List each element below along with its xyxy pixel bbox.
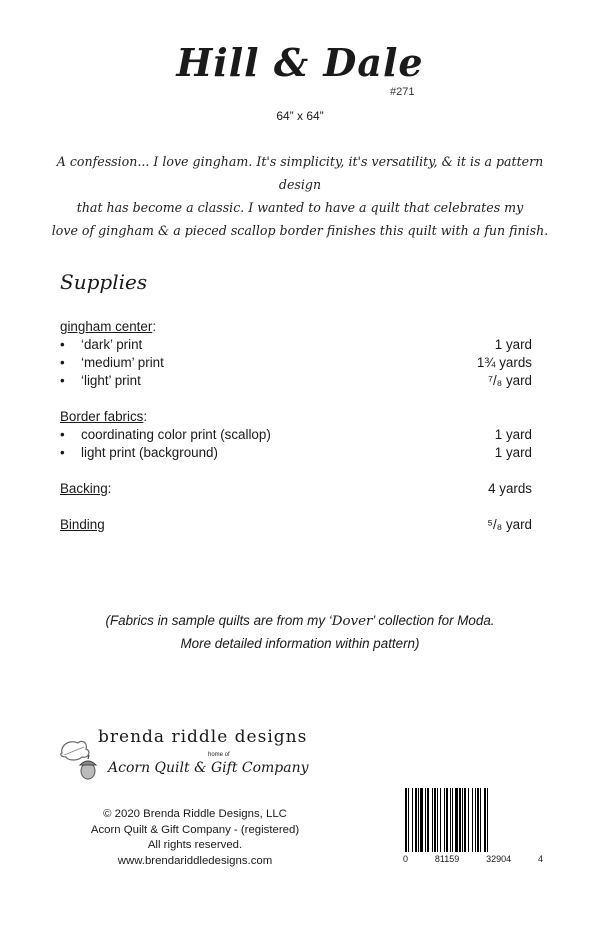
supply-qty: 1 yard xyxy=(494,445,532,460)
barcode-digit: 4 xyxy=(537,854,543,864)
barcode-bar xyxy=(484,788,486,852)
supply-qty: 4 yards xyxy=(488,481,532,496)
supply-row: • ‘medium’ print 1¾ yards xyxy=(60,355,532,370)
border-group xyxy=(60,408,532,462)
barcode-bar xyxy=(425,788,426,852)
barcode-bar xyxy=(418,788,419,852)
barcode-bar xyxy=(432,788,433,852)
intro-line: love of gingham & a pieced scallop border finishes this quilt with a fun finish. xyxy=(51,223,549,238)
barcode-bar xyxy=(440,788,441,852)
supplies-heading: Supplies xyxy=(60,270,148,294)
barcode-bar xyxy=(405,788,407,852)
brand-home-of: home of xyxy=(208,752,230,758)
fabric-note xyxy=(40,610,560,655)
barcode-bar xyxy=(475,788,476,852)
barcode xyxy=(403,788,543,870)
website-link[interactable]: www.brendariddledesigns.com xyxy=(117,854,273,867)
barcode-bar xyxy=(464,788,466,852)
quilt-size: 64” x 64” xyxy=(276,109,324,123)
supply-row: Backing: 4 yards xyxy=(60,481,532,496)
barcode-bar xyxy=(468,788,469,852)
barcode-digit: 81159 xyxy=(434,854,460,864)
barcode-bar xyxy=(415,788,417,852)
barcode-bar xyxy=(434,788,436,852)
copyright-block xyxy=(60,807,330,869)
supply-qty: 1¾ yards xyxy=(476,355,532,370)
collection-name: Dover xyxy=(331,614,373,629)
barcode-bar xyxy=(480,788,481,852)
supply-row: Binding ⁵/₈ yard xyxy=(60,517,532,532)
barcode-bar xyxy=(444,788,445,852)
group-heading: gingham center: xyxy=(60,319,157,334)
intro-line: that has become a classic. I wanted to have a quilt that celebrates my xyxy=(76,200,524,215)
barcode-bar xyxy=(412,788,413,852)
supply-row: • light print (background) 1 yard xyxy=(60,445,532,460)
barcode-bar xyxy=(472,788,473,852)
barcode-bar xyxy=(446,788,448,852)
barcode-bars xyxy=(403,788,543,854)
pattern-number: #271 xyxy=(390,86,415,98)
brand-logo xyxy=(58,727,348,787)
brand-company: Acorn Quilt & Gift Company xyxy=(108,760,309,776)
barcode-bar xyxy=(437,788,438,852)
group-heading: Border fabrics: xyxy=(60,409,148,424)
barcode-digit: 0 xyxy=(403,854,409,864)
supply-qty: ⁷/₈ yard xyxy=(488,373,532,388)
note-line: More detailed information within pattern) xyxy=(180,636,420,651)
supply-qty: 1 yard xyxy=(494,337,532,352)
gingham-group xyxy=(60,318,532,390)
supply-qty: ⁵/₈ yard xyxy=(487,517,532,532)
intro-line: A confession... I love gingham. It's simplicity, it's versatility, & it is a pattern design xyxy=(56,154,544,192)
bullet-icon: • xyxy=(60,373,65,388)
note-line: (Fabrics in sample quilts are from my ‘Dover’ collection for Moda. xyxy=(105,613,495,629)
copyright-line: Acorn Quilt & Gift Company - (registered) xyxy=(90,823,300,836)
supply-row: • coordinating color print (scallop) 1 yard xyxy=(60,427,532,442)
supply-row: • ‘light’ print ⁷/₈ yard xyxy=(60,373,532,388)
pattern-title: Hill & Dale xyxy=(176,40,424,85)
barcode-bar xyxy=(477,788,479,852)
barcode-bar xyxy=(408,788,409,852)
bullet-icon: • xyxy=(60,427,65,442)
binding-group xyxy=(60,516,532,534)
barcode-bar xyxy=(487,788,488,852)
brand-name: brenda riddle designs xyxy=(98,727,308,747)
barcode-bar xyxy=(459,788,461,852)
barcode-bar xyxy=(452,788,453,852)
barcode-bar xyxy=(450,788,451,852)
acorn-leaf-icon xyxy=(58,735,102,781)
copyright-line: All rights reserved. xyxy=(147,839,243,851)
bullet-icon: • xyxy=(60,355,65,370)
bullet-icon: • xyxy=(60,337,65,352)
supply-row: • ‘dark’ print 1 yard xyxy=(60,337,532,352)
barcode-bar xyxy=(455,788,458,852)
barcode-bar xyxy=(462,788,463,852)
supply-qty: 1 yard xyxy=(494,427,532,442)
barcode-digit: 32904 xyxy=(486,854,512,864)
intro-text xyxy=(40,150,560,242)
barcode-bar xyxy=(420,788,423,852)
copyright-line: © 2020 Brenda Riddle Designs, LLC xyxy=(103,808,287,820)
bullet-icon: • xyxy=(60,445,65,460)
backing-group xyxy=(60,480,532,498)
supplies-list xyxy=(60,318,532,552)
barcode-digits xyxy=(403,854,543,864)
barcode-bar xyxy=(427,788,429,852)
